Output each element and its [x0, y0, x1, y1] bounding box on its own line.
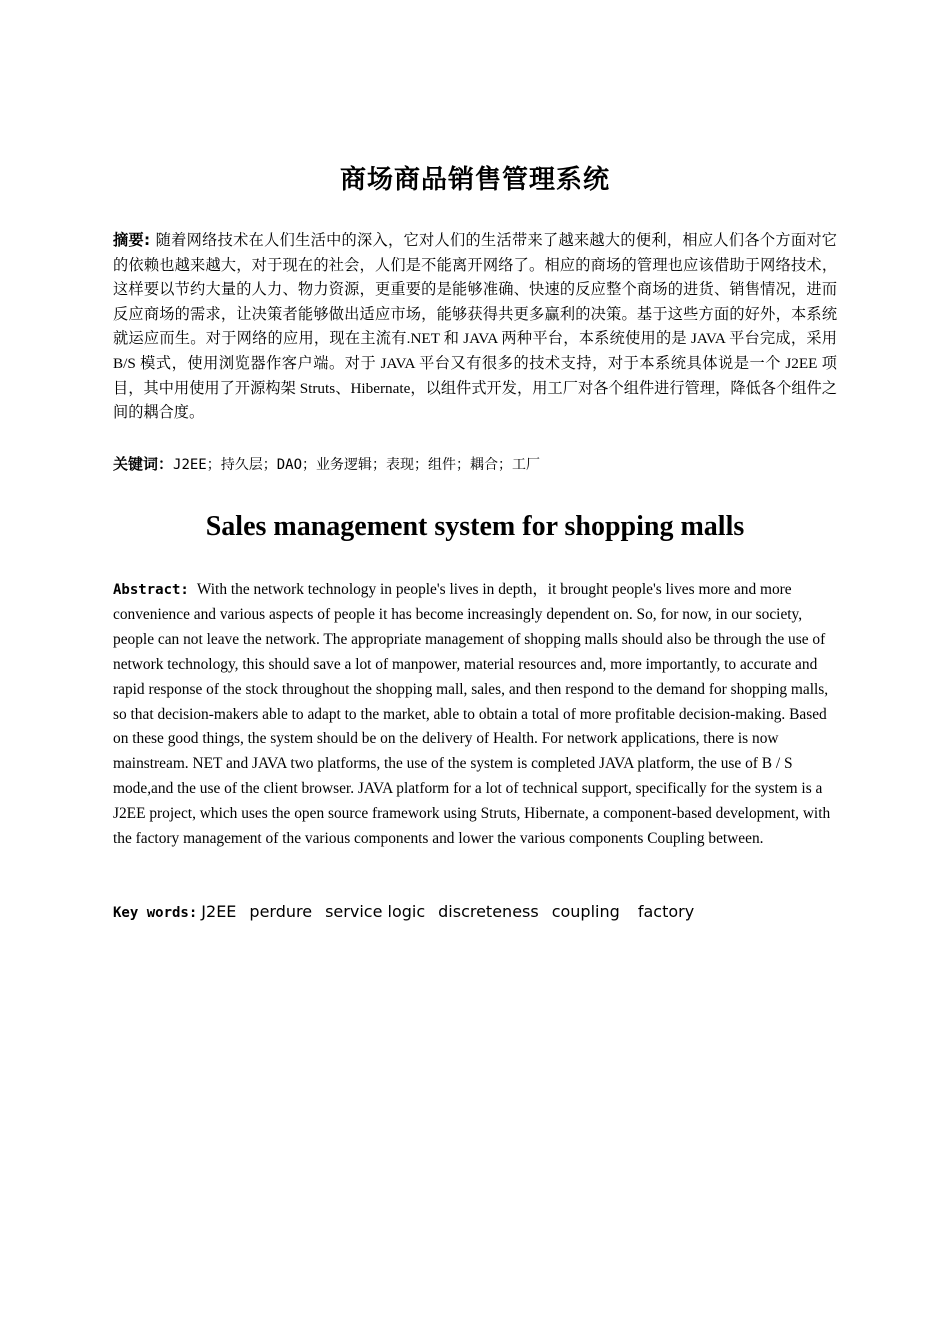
- english-keywords: [113, 899, 839, 926]
- chinese-abstract-label: 摘要: [113, 231, 144, 249]
- english-keywords-label: Key words:: [113, 905, 198, 921]
- chinese-keywords: [113, 452, 837, 477]
- keyword-item: J2EE: [201, 902, 237, 921]
- english-abstract-text: With the network technology in people's lives in depth，it brought people's lives more and more convenience and various aspects of people it has become increasingly dependent on. So, for now, in our society, people can not leave the network. The appropriate management of shopping malls should also be through the use of network technology, this should save a lot of manpower, material resources and, more importantly, to accurate and rapid response of the stock throughout the shopping mall, sales, and then respond to the demand for shopping malls, so that decision-makers able to adapt to the market, able to obtain a total of more profitable decision-making. Based on these good things, the system should be on the delivery of Health. For network applications, there is now mainstream. NET and JAVA two platforms, the use of the system is completed JAVA platform, the use of B / S mode,and the use of the client browser. JAVA platform for a lot of technical support, specifically for the system is a J2EE project, which uses the open source framework using Struts, Hibernate, a component-based development, with the factory management of the various components and lower the various components Coupling between.: [113, 581, 831, 848]
- keyword-item: perdure: [249, 902, 313, 921]
- keyword-item: coupling: [551, 902, 620, 921]
- english-title: Sales management system for shopping malls: [205, 511, 745, 542]
- chinese-keywords-label: 关键词：: [113, 455, 174, 473]
- chinese-keywords-text: J2EE；持久层；DAO；业务逻辑；表现；组件；耦合；工厂: [173, 457, 541, 473]
- english-abstract: [113, 578, 839, 852]
- chinese-abstract: [113, 228, 837, 426]
- english-abstract-label: Abstract:: [113, 582, 189, 598]
- chinese-abstract-separator: :: [143, 231, 156, 249]
- keyword-item: factory: [632, 902, 695, 921]
- keyword-item: discreteness: [438, 902, 539, 921]
- chinese-abstract-text: 随着网络技术在人们生活中的深入，它对人们的生活带来了越来越大的便利，相应人们各个方面对它的依赖也越来越大，对于现在的社会，人们是不能离开网络了。相应的商场的管理也应该借助于网络技术，这样要以节约大量的人力、物力资源，更重要的是能够准确、快速的反应整个商场的进货、销售情况，进而反应商场的需求，让决策者能够做出适应市场，能够获得共更多赢利的决策。基于这些方面的好外，本系统就运应而生。对于网络的应用，现在主流有.NET 和 JAVA 两种平台，本系统使用的是 JAVA 平台完成，采用 B/S 模式，使用浏览器作客户端。对于 JAVA 平台又有很多的技术支持，对于本系统具体说是一个 J2EE 项目，其中用使用了开源构架 Struts、Hibernate，以组件式开发，用工厂对各个组件进行管理，降低各个组件之间的耦合度。: [113, 232, 837, 422]
- keyword-item: service logic: [325, 902, 426, 921]
- chinese-title: 商场商品销售管理系统: [339, 165, 610, 195]
